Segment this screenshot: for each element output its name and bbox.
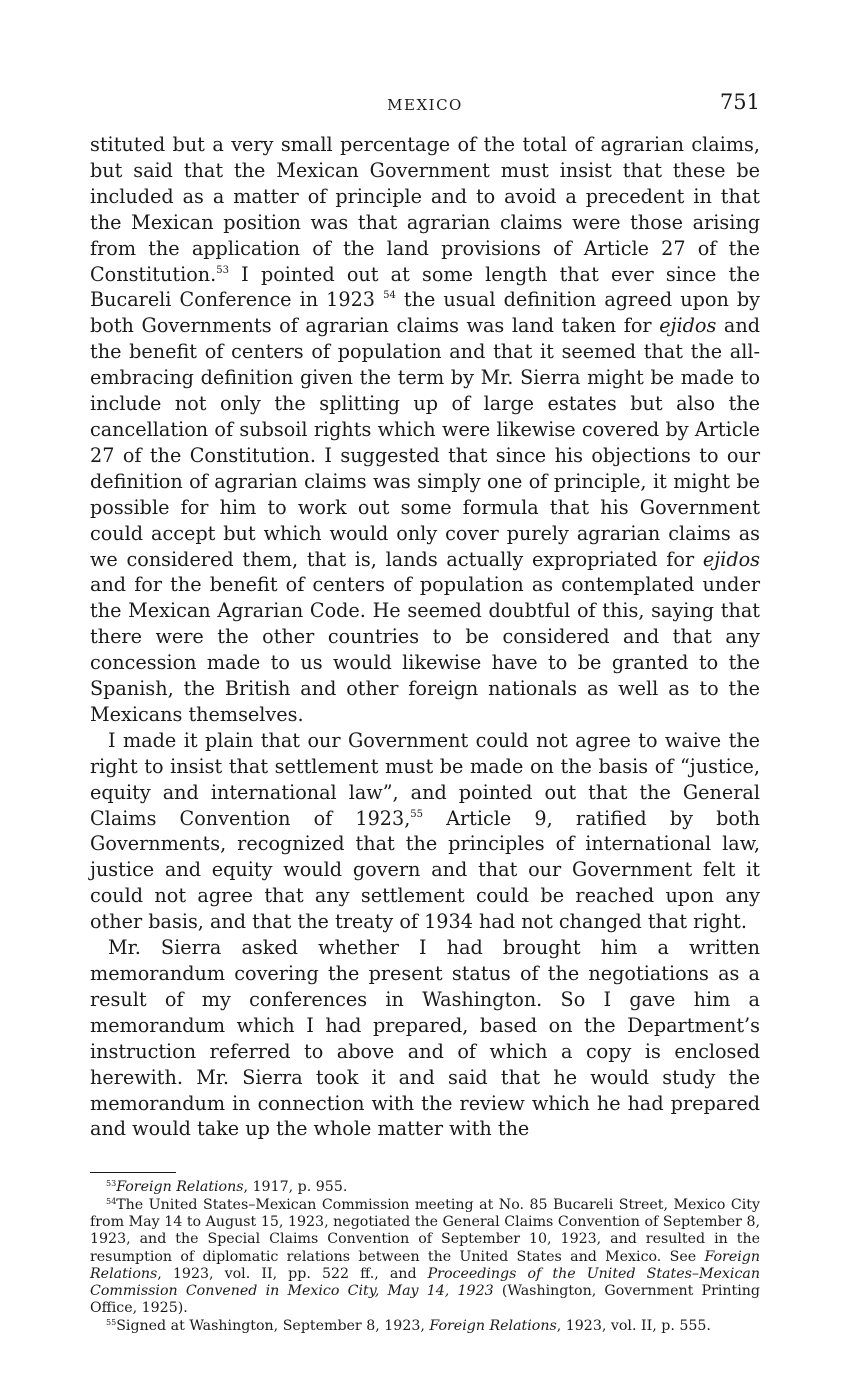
footnote-text: (Washington, Government Printing Office, 1925). bbox=[90, 1283, 760, 1317]
footnote-divider bbox=[90, 1172, 176, 1173]
term-ejidos: ejidos bbox=[659, 314, 717, 338]
volume-number: II bbox=[641, 1317, 653, 1334]
page-number: 751 bbox=[719, 90, 760, 114]
footnote-53 bbox=[90, 1179, 760, 1196]
body-text bbox=[90, 132, 760, 1142]
footnote-ref-53: 53 bbox=[216, 264, 229, 276]
publication-title: Foreign Relations bbox=[90, 1248, 760, 1282]
footnote-text: , pp. 522 ff., and bbox=[272, 1265, 428, 1282]
paragraph-1-text-a: stituted but a very small percentage of the total of agrarian claims, but said that the Mexican Government must insist that these be included as a matter of principle and to avoid a precedent in that the Mexican position was that agrarian claims were those arising from the application of the land provisions of Article 27 of the Constitution. bbox=[90, 133, 760, 286]
footnote-54 bbox=[90, 1197, 760, 1318]
footnote-text: , 1923, vol. bbox=[556, 1317, 641, 1334]
paragraph-1-text-b: I pointed out at some length that ever since the Bucareli Conference in 1923 bbox=[90, 262, 760, 312]
footnotes bbox=[90, 1179, 760, 1335]
footnote-text: The United States–Mexican Commission meeting at No. 85 Bucareli Street, Mexico City from May 14 to August 15, 1923, negotiated the General Claims Convention of September 8, 1923, and the Special Claims Convention of September 10, 1923, and resulted in the resumption of diplomatic relations between the United States and Mexico. See bbox=[90, 1196, 760, 1265]
paragraph-1-text-e: and for the benefit of centers of population as contemplated under the Mexican Agrarian Code. He seemed doubtful of this, saying that there were the other countries to be considered and that any concession made to us would likewise have to be granted to the Spanish, the British and other foreign nationals as well as to the Mexicans themselves. bbox=[90, 573, 760, 726]
paragraph-2-text-b: Article 9, ratified by both Governments, recognized that the principles of international law, justice and equity would govern and that our Government felt it could not agree that any settlement could be reached upon any other basis, and that the treaty of 1934 had not changed that right. bbox=[90, 806, 760, 934]
footnote-ref-54: 54 bbox=[383, 290, 396, 302]
footnote-number: 54 bbox=[106, 1196, 117, 1206]
paragraph-1-text-d: and the benefit of centers of population and that it seemed that the all-embracing definition given the term by Mr. Sierra might be made to include not only the splitting up of large estates but also the cancellation of subsoil rights which were likewise covered by Article 27 of the Constitution. I suggested that since his objections to our definition of agrarian claims was simply one of principle, it might be possible for him to work out some formula that his Government could accept but which would only cover purely agrarian claims as we considered them, that is, lands actually expropriated for bbox=[90, 314, 760, 571]
footnote-text: , 1923, vol. bbox=[157, 1265, 262, 1282]
paragraph-2 bbox=[90, 728, 760, 935]
footnote-text: , p. 555. bbox=[652, 1317, 711, 1334]
publication-title: Foreign Relations bbox=[116, 1179, 244, 1196]
publication-title: Proceedings of the United States–Mexican Commission Convened in Mexico City, May 14, 1923 bbox=[90, 1265, 760, 1300]
running-head: MEXICO bbox=[387, 96, 463, 114]
footnote-number: 53 bbox=[106, 1179, 117, 1189]
paragraph-2-text-a: I made it plain that our Government could not agree to waive the right to insist that settlement must be made on the basis of “justice, equity and international law”, and pointed out that the General Claims Convention of 1923, bbox=[90, 728, 760, 830]
paragraph-3: Mr. Sierra asked whether I had brought him a written memorandum covering the present status of the negotiations as a result of my conferences in Washington. So I gave him a memorandum which I had prepared, based on the Department’s instruction referred to above and of which a copy is enclosed herewith. Mr. Sierra took it and said that he would study the memorandum in connection with the review which he had prepared and would take up the whole matter with the bbox=[90, 936, 760, 1141]
publication-title: Foreign Relations bbox=[429, 1317, 557, 1334]
footnote-ref-55: 55 bbox=[410, 808, 424, 820]
footnote-55 bbox=[90, 1318, 760, 1335]
term-ejidos: ejidos bbox=[702, 547, 760, 571]
document-page bbox=[90, 88, 760, 1335]
paragraph-1-text-c: the usual definition agreed upon by both Governments of agrarian claims was land taken for bbox=[90, 288, 760, 338]
footnote-number: 55 bbox=[106, 1317, 117, 1327]
paragraph-1 bbox=[90, 132, 760, 728]
footnote-text: , 1917, p. 955. bbox=[243, 1179, 348, 1196]
page-header bbox=[90, 88, 760, 124]
footnote-text: Signed at Washington, September 8, 1923, bbox=[116, 1317, 430, 1334]
volume-number: II bbox=[261, 1265, 273, 1282]
